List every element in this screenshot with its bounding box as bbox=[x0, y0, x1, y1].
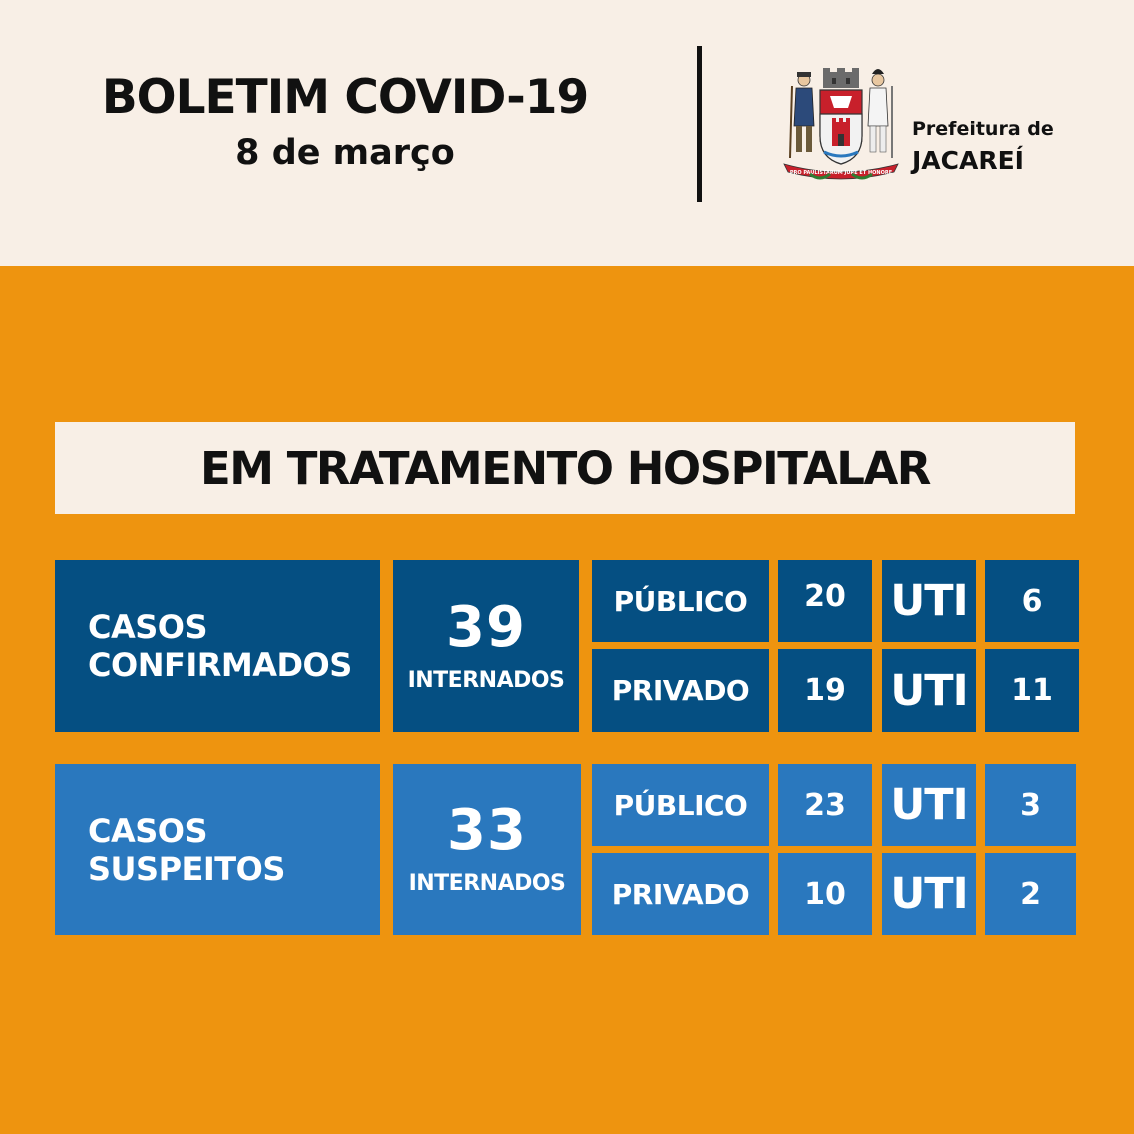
city-name: JACAREÍ bbox=[912, 146, 1024, 175]
confirmed-public-uti-count: 6 bbox=[985, 560, 1079, 642]
suspected-total-label: INTERNADOS bbox=[408, 871, 566, 896]
suspected-total-box bbox=[393, 764, 581, 935]
suspected-private-label: PRIVADO bbox=[592, 853, 769, 935]
suspected-total: 33 bbox=[447, 798, 527, 863]
confirmed-total-label: INTERNADOS bbox=[407, 667, 565, 693]
confirmed-total-box bbox=[393, 560, 579, 732]
confirmed-private-label: PRIVADO bbox=[592, 649, 769, 732]
suspected-label-line1: CASOS bbox=[88, 811, 208, 850]
header bbox=[0, 0, 1134, 266]
suspected-public-uti-count: 3 bbox=[985, 764, 1076, 846]
confirmed-public-count: 20 bbox=[778, 560, 872, 642]
bulletin-date: 8 de março bbox=[235, 133, 455, 173]
suspected-public-label: PÚBLICO bbox=[592, 764, 769, 846]
header-divider bbox=[697, 46, 702, 202]
suspected-public-count: 23 bbox=[778, 764, 872, 846]
suspected-private-count: 10 bbox=[778, 853, 872, 935]
suspected-private-uti-count: 2 bbox=[985, 853, 1076, 935]
confirmed-public-label: PÚBLICO bbox=[592, 560, 769, 642]
section-banner: EM TRATAMENTO HOSPITALAR bbox=[55, 422, 1075, 514]
confirmed-private-count: 19 bbox=[778, 649, 872, 732]
coat-of-arms-icon bbox=[780, 66, 902, 186]
confirmed-private-uti-label: UTI bbox=[882, 649, 976, 732]
suspected-private-uti-label: UTI bbox=[882, 853, 976, 935]
confirmed-label-line2: CONFIRMADOS bbox=[88, 646, 352, 684]
confirmed-total: 39 bbox=[446, 594, 526, 660]
crest-motto: PRO PAULISTARUM JURE ET HONORE bbox=[789, 170, 893, 176]
suspected-label-line2: SUSPEITOS bbox=[88, 849, 285, 888]
prefeitura-label: Prefeitura de bbox=[912, 118, 1054, 140]
confirmed-cases-label bbox=[55, 560, 380, 732]
suspected-public-uti-label: UTI bbox=[882, 764, 976, 846]
suspected-cases-label bbox=[55, 764, 380, 935]
confirmed-label-line1: CASOS bbox=[88, 608, 208, 646]
confirmed-public-uti-label: UTI bbox=[882, 560, 976, 642]
confirmed-private-uti-count: 11 bbox=[985, 649, 1079, 732]
bulletin-title: BOLETIM COVID-19 bbox=[101, 70, 589, 125]
